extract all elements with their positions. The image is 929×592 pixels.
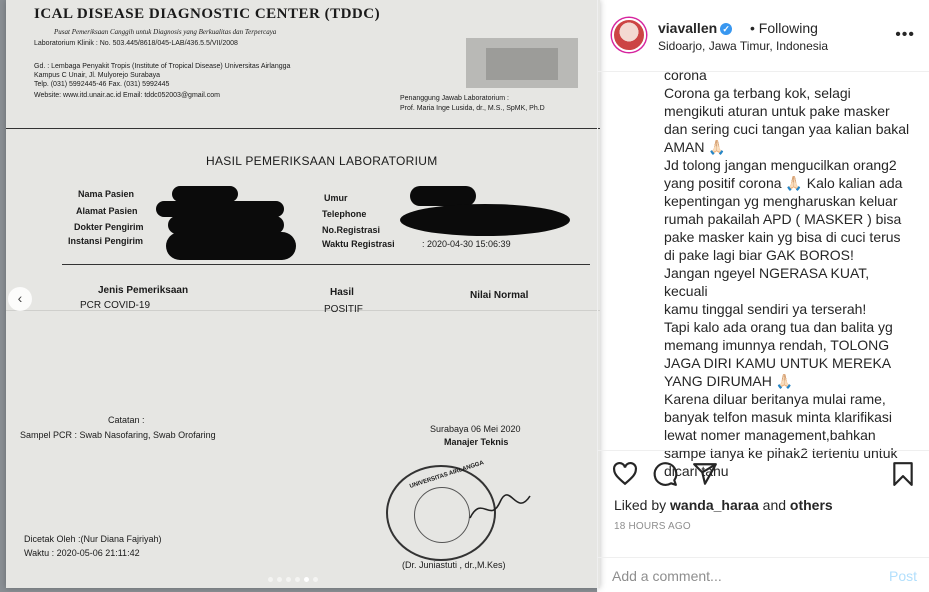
- comment-icon[interactable]: [652, 461, 678, 487]
- carousel-dot[interactable]: [277, 577, 282, 582]
- col-hasil: Hasil: [330, 287, 354, 298]
- dicetak-oleh: Dicetak Oleh :(Nur Diana Fajriyah): [24, 534, 162, 544]
- caption-fragment: corona: [664, 67, 707, 83]
- caption-line: JAGA DIRI KAMU UNTUK MEREKA: [664, 355, 892, 371]
- heart-icon[interactable]: [612, 461, 638, 487]
- carousel-dot[interactable]: [313, 577, 318, 582]
- redaction: [172, 186, 238, 202]
- caption-line: banyak telfon masuk minta klarifikasi: [664, 409, 892, 425]
- caption-line: sampe tanya ke pihak2 tertentu untuk: [664, 445, 898, 461]
- doc-header-line: Telp. (031) 5992445-46 Fax. (031) 5992445: [34, 81, 170, 88]
- caption-scroll-area[interactable]: [598, 67, 929, 479]
- caption-line: memang imunnya rendah, TOLONG: [664, 337, 890, 353]
- caption-line: YANG DIRUMAH 🙏🏻: [664, 373, 794, 389]
- field-label: Dokter Pengirim: [74, 222, 144, 232]
- likes-others-link[interactable]: others: [789, 497, 833, 513]
- caption-line: Jangan ngeyel NGERASA KUAT, kecuali: [664, 265, 870, 299]
- following-button[interactable]: Following: [758, 20, 818, 36]
- comment-form: [598, 557, 929, 591]
- carousel-dot[interactable]: [268, 577, 273, 582]
- stamp-text: UNIVERSITAS AIRLANGGA: [408, 460, 485, 490]
- caption-line: pake masker kain yg bisa di cuci terus: [664, 229, 901, 245]
- username-link[interactable]: [658, 20, 732, 36]
- liked-by-user-link[interactable]: wanda_haraa: [670, 497, 759, 513]
- caption-line: AMAN 🙏🏻: [664, 139, 726, 155]
- chevron-left-icon[interactable]: ‹: [8, 287, 32, 311]
- caption-line: Tapi kalo ada orang tua dan balita yg: [664, 319, 893, 335]
- field-label: Nama Pasien: [78, 189, 135, 199]
- avatar[interactable]: [612, 18, 646, 52]
- share-icon[interactable]: [692, 461, 718, 487]
- caption-line: dan sering cuci tangan yaa kalian bakal: [664, 121, 910, 137]
- col-nilai: Nilai Normal: [470, 290, 529, 301]
- caption-line: Jd tolong jangan mengucilkan orang2: [664, 157, 897, 173]
- signatory-name: (Dr. Juniastuti , dr.,M.Kes): [402, 560, 506, 570]
- lab-report-document: [6, 0, 600, 588]
- field-label: Waktu Registrasi: [322, 239, 395, 249]
- redaction: [166, 232, 296, 260]
- place-date: Surabaya 06 Mei 2020: [430, 424, 521, 434]
- redaction: [410, 186, 476, 206]
- likes-summary: [614, 497, 833, 513]
- likes-and: and: [762, 497, 787, 513]
- field-label: Telephone: [322, 209, 367, 219]
- caption-line: Corona ga terbang kok, selagi: [664, 85, 851, 101]
- doc-header-subtitle: Pusat Pemeriksaan Canggih untuk Diagnosis yang Berkualitas dan Terpercaya: [54, 28, 277, 36]
- follow-status[interactable]: [750, 20, 818, 36]
- penanggung-name: Prof. Maria Inge Lusida, dr., M.S., SpMK, Ph.D: [400, 105, 545, 112]
- redaction: [400, 204, 570, 236]
- carousel-dot[interactable]: [286, 577, 291, 582]
- doc-header-title: ICAL DISEASE DIAGNOSTIC CENTER (TDDC): [34, 6, 381, 22]
- carousel-dot[interactable]: [295, 577, 300, 582]
- caption-line: Karena diluar beritanya mulai rame,: [664, 391, 886, 407]
- post-actions: [598, 450, 929, 590]
- waktu-registrasi-value: : 2020-04-30 15:06:39: [422, 239, 511, 249]
- doc-header-line: Gd. : Lembaga Penyakit Tropis (Institute of Tropical Disease) Universitas Airlangga: [34, 63, 291, 70]
- header-divider: [6, 128, 600, 129]
- signature: [466, 488, 536, 528]
- caption-line: dicari tahu: [664, 463, 729, 479]
- verified-badge-icon: ✓: [720, 23, 732, 35]
- building-photo: [466, 38, 578, 88]
- manajer-label: Manajer Teknis: [444, 437, 509, 447]
- col-jenis: Jenis Pemeriksaan: [98, 285, 189, 296]
- location-link[interactable]: Sidoarjo, Jawa Timur, Indonesia: [658, 39, 829, 53]
- comment-input[interactable]: [612, 566, 862, 586]
- caption-line: yang positif corona 🙏🏻 Kalo kalian ada: [664, 175, 903, 191]
- test-name: PCR COVID-19: [80, 300, 151, 311]
- username-text: viavallen: [658, 20, 718, 36]
- table-divider: [62, 264, 590, 265]
- caption-line: di pake lagi biar GAK BOROS!: [664, 247, 854, 263]
- caption-line: kepentingan yg mengharuskan keluar: [664, 193, 898, 209]
- sampel-text: Sampel PCR : Swab Nasofaring, Swab Orofaring: [20, 430, 216, 440]
- lab-title: HASIL PEMERIKSAAN LABORATORIUM: [206, 154, 438, 168]
- redaction: [156, 201, 284, 217]
- catatan-label: Catatan :: [108, 415, 145, 425]
- caption-line: lewat nomer management,bahkan: [664, 427, 876, 443]
- caption-line: rumah pakailah APD ( MASKER ) bisa: [664, 211, 902, 227]
- field-label: Instansi Pengirim: [68, 236, 144, 246]
- caption-line: mengikuti aturan untuk pake masker: [664, 103, 890, 119]
- bookmark-icon[interactable]: [890, 461, 916, 487]
- doc-header-line: Kampus C Unair, Jl. Mulyorejo Surabaya: [34, 72, 161, 79]
- waktu-cetak: Waktu : 2020-05-06 21:11:42: [24, 548, 140, 558]
- post-side-panel: [597, 0, 928, 592]
- separator-dot: •: [750, 20, 755, 36]
- penanggung-label: Penanggung Jawab Laboratorium :: [400, 95, 509, 102]
- post-timestamp[interactable]: 18 HOURS AGO: [614, 521, 691, 532]
- doc-header-line: Website: www.itd.unair.ac.id Email: tddc052003@gmail.com: [34, 92, 220, 99]
- post-comment-button[interactable]: Post: [888, 568, 917, 584]
- caption-line: kamu tinggal sendiri ya terserah!: [664, 301, 867, 317]
- more-horizontal-icon[interactable]: •••: [895, 26, 915, 43]
- carousel-dots: [268, 577, 318, 582]
- field-label: No.Registrasi: [322, 225, 381, 235]
- likes-prefix: Liked by: [614, 497, 667, 513]
- caption-lines: [664, 84, 914, 480]
- field-label: Alamat Pasien: [76, 206, 138, 216]
- post-header: [598, 0, 929, 72]
- carousel-dot[interactable]: [304, 577, 309, 582]
- field-label: Umur: [324, 193, 348, 203]
- caption-text: [664, 67, 914, 480]
- test-result: POSITIF: [324, 304, 363, 315]
- doc-header-line: Laboratorium Klinik : No. 503.445/8618/045-LAB/436.5.5/VII/2008: [34, 40, 238, 47]
